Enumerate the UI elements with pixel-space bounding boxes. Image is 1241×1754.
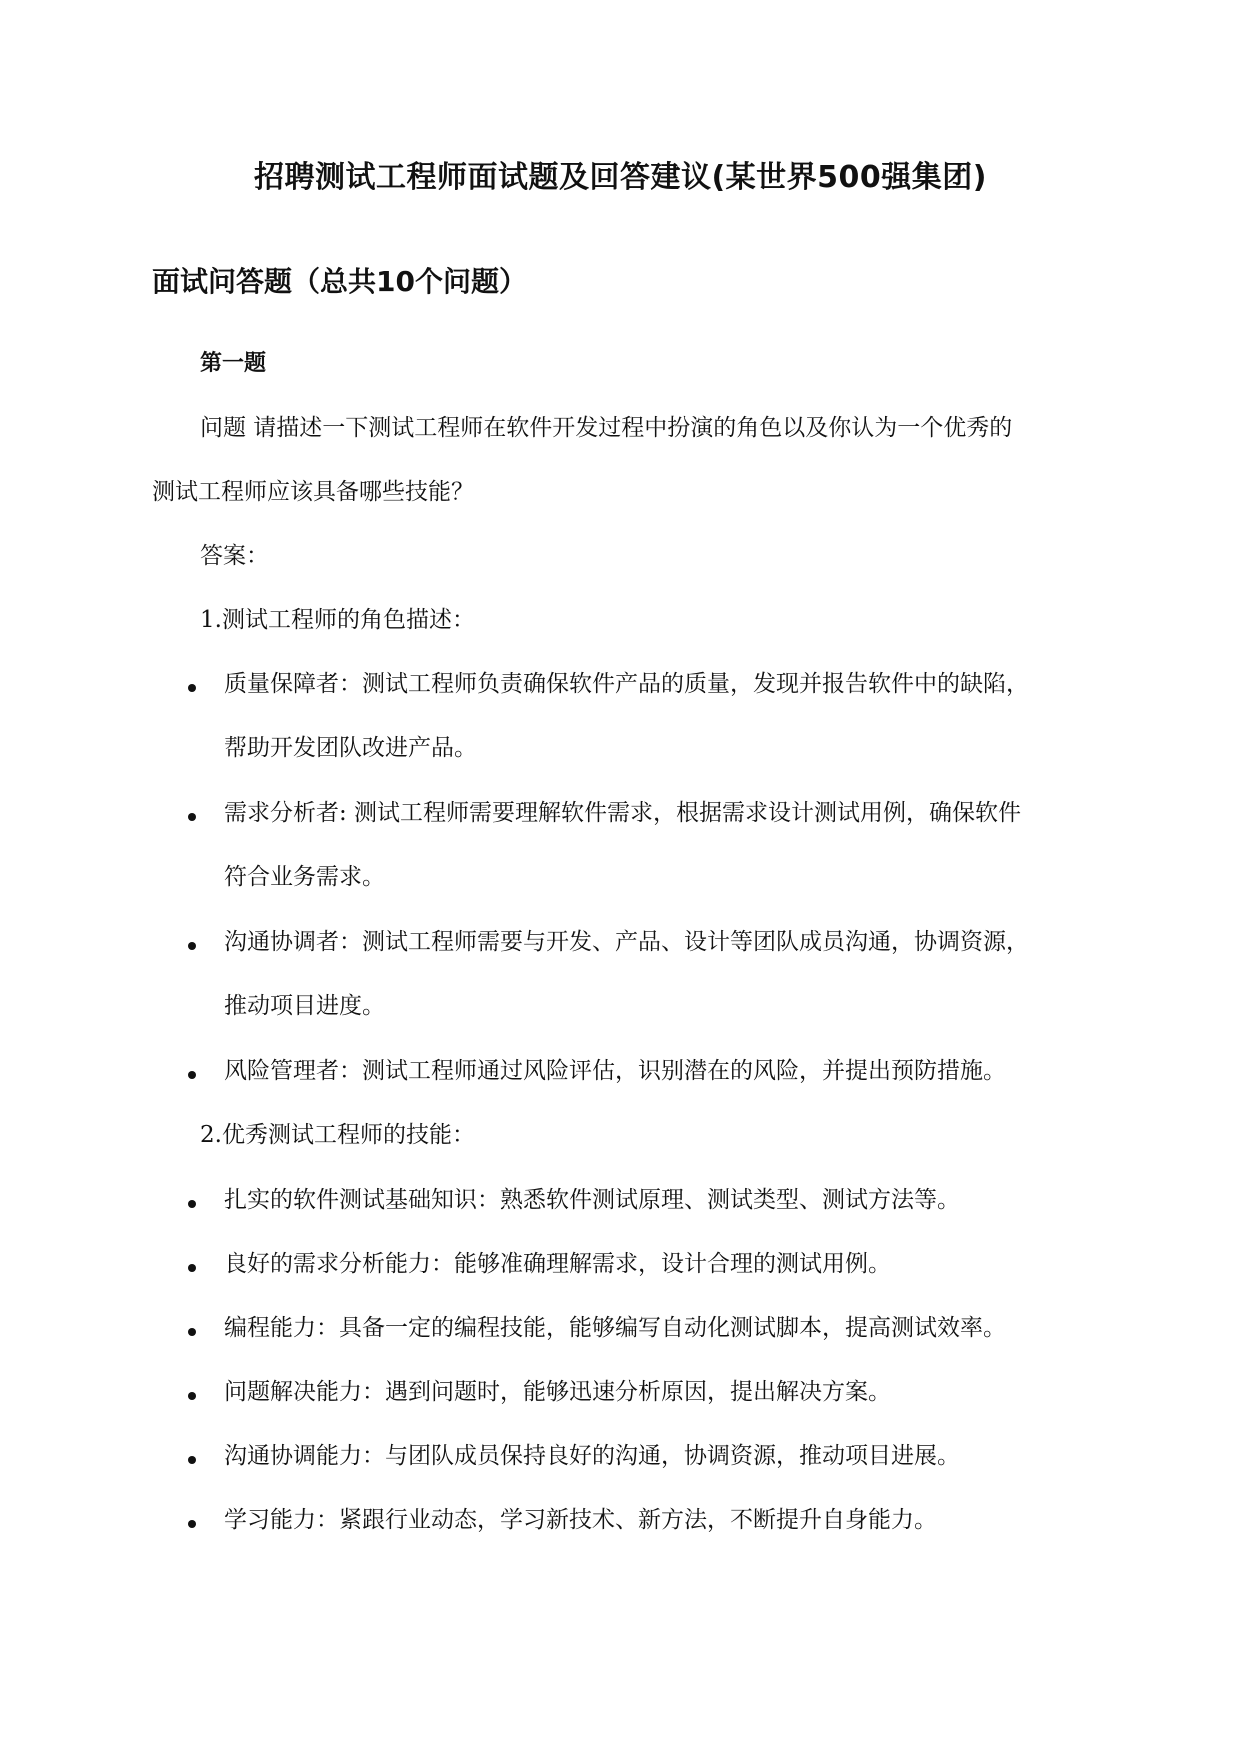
skill-bullet-5: 沟通协调能力：与团队成员保持良好的沟通，协调资源，推动项目进展。 bbox=[224, 1443, 960, 1469]
bullet-dot bbox=[188, 1264, 196, 1272]
bullet-dot bbox=[188, 684, 196, 692]
question-text-line1: 问题 请描述一下测试工程师在软件开发过程中扮演的角色以及你认为一个优秀的 bbox=[200, 415, 1013, 441]
answer-label: 答案： bbox=[200, 543, 269, 569]
section-title: 面试问答题（总共10个问题） bbox=[152, 265, 527, 298]
role-bullet-3-line2: 推动项目进度。 bbox=[224, 993, 385, 1019]
skill-bullet-2: 良好的需求分析能力：能够准确理解需求，设计合理的测试用例。 bbox=[224, 1251, 891, 1277]
role-bullet-1-line2: 帮助开发团队改进产品。 bbox=[224, 735, 477, 761]
role-bullet-2-line1: 需求分析者: 测试工程师需要理解软件需求，根据需求设计测试用例，确保软件 bbox=[224, 800, 1022, 826]
bullet-dot bbox=[188, 1456, 196, 1464]
role-bullet-3-line1: 沟通协调者：测试工程师需要与开发、产品、设计等团队成员沟通，协调资源， bbox=[224, 929, 1029, 955]
part1-heading: 1.测试工程师的角色描述： bbox=[200, 607, 475, 633]
question-heading: 第一题 bbox=[200, 351, 267, 376]
question-text-line2: 测试工程师应该具备哪些技能？ bbox=[152, 479, 474, 505]
document-title: 招聘测试工程师面试题及回答建议(某世界500强集团) bbox=[253, 160, 988, 195]
skill-bullet-1: 扎实的软件测试基础知识：熟悉软件测试原理、测试类型、测试方法等。 bbox=[224, 1187, 960, 1213]
bullet-dot bbox=[188, 1392, 196, 1400]
role-bullet-4-line1: 风险管理者：测试工程师通过风险评估，识别潜在的风险，并提出预防措施。 bbox=[224, 1058, 1006, 1084]
bullet-dot bbox=[188, 1071, 196, 1079]
bullet-dot bbox=[188, 942, 196, 950]
bullet-dot bbox=[188, 1328, 196, 1336]
bullet-dot bbox=[188, 1200, 196, 1208]
bullet-dot bbox=[188, 813, 196, 821]
bullet-dot bbox=[188, 1520, 196, 1528]
skill-bullet-6: 学习能力：紧跟行业动态，学习新技术、新方法，不断提升自身能力。 bbox=[224, 1507, 937, 1533]
skill-bullet-3: 编程能力：具备一定的编程技能，能够编写自动化测试脚本，提高测试效率。 bbox=[224, 1315, 1006, 1341]
role-bullet-1-line1: 质量保障者：测试工程师负责确保软件产品的质量，发现并报告软件中的缺陷， bbox=[224, 671, 1029, 697]
role-bullet-2-line2: 符合业务需求。 bbox=[224, 864, 385, 890]
skill-bullet-4: 问题解决能力：遇到问题时，能够迅速分析原因，提出解决方案。 bbox=[224, 1379, 891, 1405]
part2-heading: 2.优秀测试工程师的技能： bbox=[200, 1122, 475, 1148]
